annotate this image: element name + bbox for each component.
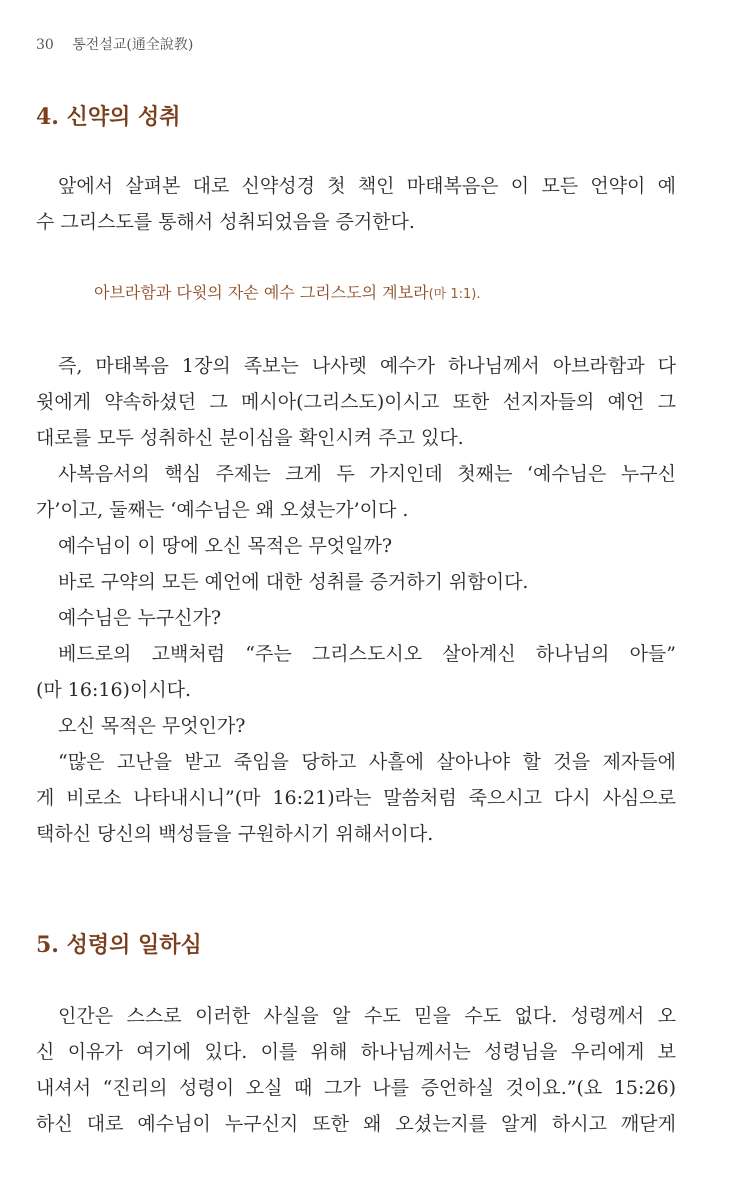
section-heading-5: 5. 성령의 일하심 [36,932,202,958]
paragraph-line: 대로를 모두 성취하신 분이심을 확인시켜 주고 있다. [36,427,464,449]
paragraph-line: 내셔서 “진리의 성령이 오실 때 그가 나를 증언하실 것이요.”(요 15:26) [36,1077,676,1099]
paragraph-line: 하신 대로 예수님이 누구신지 또한 왜 오셨는지를 알게 하시고 깨닫게 [36,1113,676,1135]
paragraph-line: (마 16:16)이시다. [36,679,192,701]
paragraph-line: 인간은 스스로 이러한 사실을 알 수도 믿을 수도 없다. 성령께서 오 [58,1005,676,1027]
paragraph-line: 신 이유가 여기에 있다. 이를 위해 하나님께서는 성령님을 우리에게 보 [36,1041,676,1063]
scripture-text: 아브라함과 다윗의 자손 예수 그리스도의 계보라 [94,283,429,302]
paragraph-line: 베드로의 고백처럼 “주는 그리스도시오 살아계신 하나님의 아들” [58,643,676,665]
scripture-reference: (마 1:1). [428,287,481,302]
paragraph-line: 즉, 마태복음 1장의 족보는 나사렛 예수가 하나님께서 아브라함과 다 [58,355,676,377]
page-number: 30 [36,37,54,53]
scripture-quote [94,280,480,303]
section5-body [36,998,676,1142]
paragraph-line: 예수님은 누구신가? [58,607,222,629]
paragraph-line: 앞에서 살펴본 대로 신약성경 첫 책인 마태복음은 이 모든 언약이 예 [58,175,676,197]
paragraph-line: 수 그리스도를 통해서 성취되었음을 증거한다. [36,211,415,233]
paragraph-line: 택하신 당신의 백성들을 구원하시기 위해서이다. [36,823,434,845]
book-title: 통전설교(通全說教) [72,37,194,53]
section-heading-4: 4. 신약의 성취 [36,104,181,130]
paragraph-line: 사복음서의 핵심 주제는 크게 두 가지인데 첫째는 ‘예수님은 누구신 [58,463,676,485]
paragraph-line: 바로 구약의 모든 예언에 대한 성취를 증거하기 위함이다. [58,571,529,593]
paragraph-line: 예수님이 이 땅에 오신 목적은 무엇일까? [58,535,393,557]
paragraph-line: 오신 목적은 무엇인가? [58,715,246,737]
section4-intro [36,168,676,240]
running-head [36,34,193,54]
paragraph-line: 가’이고, 둘째는 ‘예수님은 왜 오셨는가’이다 . [36,499,409,521]
paragraph-line: “많은 고난을 받고 죽임을 당하고 사흘에 살아나야 할 것을 제자들에 [58,751,676,773]
section4-body [36,348,676,852]
paragraph-line: 게 비로소 나타내시니”(마 16:21)라는 말씀처럼 죽으시고 다시 사심으로 [36,787,676,809]
paragraph-line: 윗에게 약속하셨던 그 메시아(그리스도)이시고 또한 선지자들의 예언 그 [36,391,676,413]
